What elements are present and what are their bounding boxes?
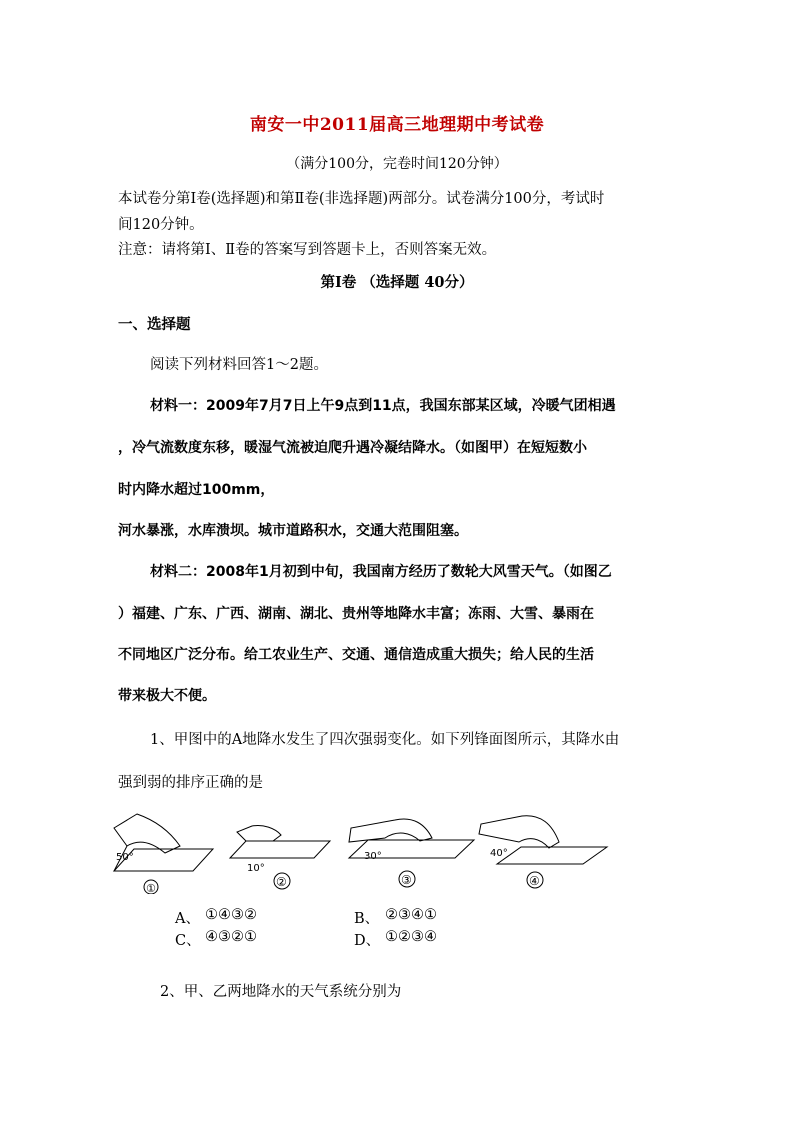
option-d-text: ①②③④: [385, 929, 437, 945]
material1-line-1: 材料一：2009年7月7日上午9点到11点，我国东部某区域，冷暖气团相遇: [150, 398, 616, 414]
material2-line-1: 材料二：2008年1月初到中旬，我国南方经历了数轮大风雪天气。（如图乙: [150, 564, 612, 580]
question1-line-1: 1、甲图中的A地降水发生了四次强弱变化。如下列锋面图所示，其降水由: [150, 732, 620, 748]
option-b-text: ②③④①: [385, 907, 437, 923]
angle-label-3: 30°: [364, 851, 382, 862]
option-a-letter: A、: [175, 911, 200, 927]
exam-subtitle: （满分100分，完卷时间120分钟）: [286, 156, 508, 172]
diagram-number-3: ③: [401, 873, 412, 887]
diagram-number-1: ①: [146, 882, 156, 894]
part1-heading: 第Ⅰ卷 （选择题 40分）: [320, 274, 474, 291]
question2: 2、甲、乙两地降水的天气系统分别为: [160, 984, 402, 1000]
material2-line-3: 不同地区广泛分布。给工农业生产、交通、通信造成重大损失；给人民的生活: [118, 647, 594, 663]
option-c-text: ④③②①: [205, 929, 257, 945]
intro-note: 注意：请将第Ⅰ、Ⅱ卷的答案写到答题卡上，否则答案无效。: [118, 242, 497, 258]
material1-line-3: 时内降水超过100mm，: [118, 482, 275, 498]
option-a-text: ①④③②: [205, 907, 257, 923]
question1-line-2: 强到弱的排序正确的是: [118, 775, 263, 791]
angle-label-1: 50°: [116, 852, 134, 863]
intro-line-2: 间120分钟。: [118, 217, 204, 233]
diagram-number-4: ④: [529, 874, 540, 888]
read-instruction: 阅读下列材料回答1～2题。: [150, 357, 328, 373]
option-d-letter: D、: [354, 933, 381, 949]
material1-line-4: 河水暴涨，水库溃坝。城市道路积水，交通大范围阻塞。: [118, 523, 468, 539]
angle-label-2: 10°: [247, 863, 265, 874]
option-c-letter: C、: [175, 933, 201, 949]
front-diagrams: [105, 808, 615, 894]
angle-label-4: 40°: [490, 848, 508, 859]
material2-line-2: ）福建、广东、广西、湖南、湖北、贵州等地降水丰富；冻雨、大雪、暴雨在: [118, 606, 594, 622]
material2-line-4: 带来极大不便。: [118, 688, 216, 704]
option-b-letter: B、: [354, 911, 380, 927]
exam-title: 南安一中2011届高三地理期中考试卷: [249, 115, 545, 135]
diagram-number-2: ②: [276, 875, 287, 889]
material1-line-2: ，冷气流数度东移，暖湿气流被迫爬升遇冷凝结降水。（如图甲）在短短数小: [118, 440, 587, 456]
section-heading: 一、选择题: [118, 316, 191, 333]
intro-line-1: 本试卷分第Ⅰ卷(选择题)和第Ⅱ卷(非选择题)两部分。试卷满分100分，考试时: [118, 191, 605, 207]
